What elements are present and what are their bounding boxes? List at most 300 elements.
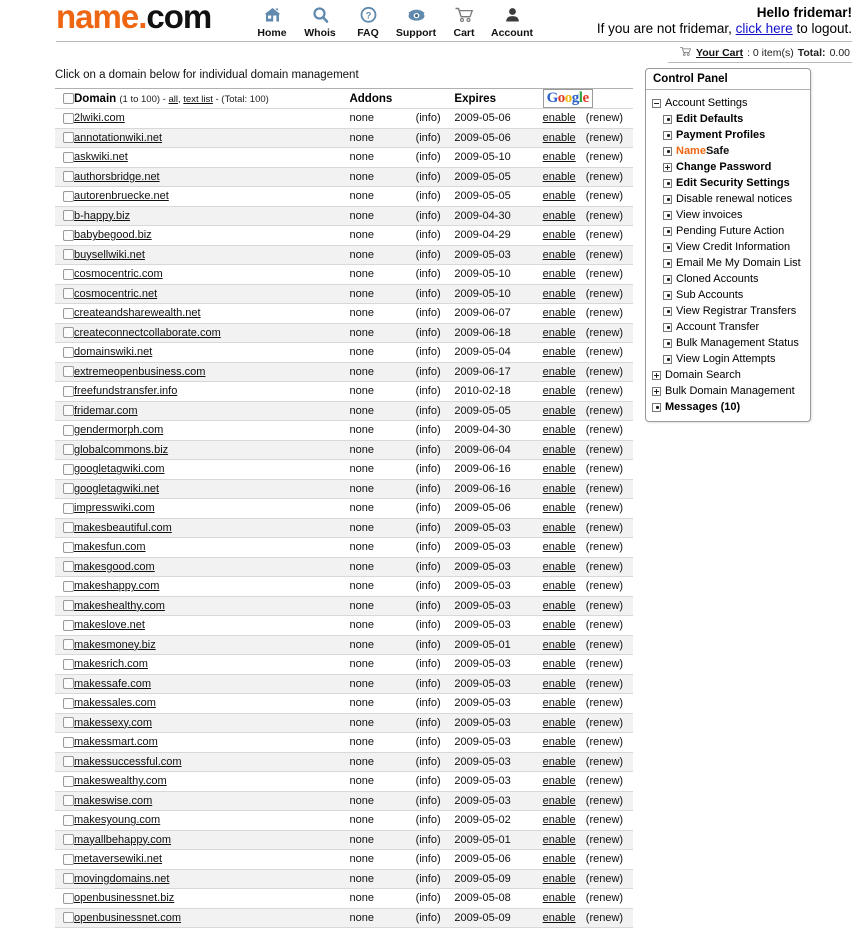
info-link[interactable]: (info)	[416, 362, 455, 382]
domain-link[interactable]: createandsharewealth.net	[74, 307, 201, 320]
info-link[interactable]: (info)	[416, 616, 455, 636]
enable-link[interactable]: enable	[542, 131, 576, 144]
enable-link[interactable]: enable	[542, 482, 576, 495]
renew-link[interactable]: (renew)	[586, 850, 633, 870]
domain-link[interactable]: makesbeautiful.com	[74, 521, 172, 534]
enable-link[interactable]: enable	[542, 755, 576, 768]
domain-link[interactable]: b-happy.biz	[74, 209, 131, 222]
enable-link[interactable]: enable	[542, 268, 576, 281]
enable-link[interactable]: enable	[542, 872, 576, 885]
renew-link[interactable]: (renew)	[586, 362, 633, 382]
domain-link[interactable]: createconnectcollaborate.com	[74, 326, 221, 339]
domain-link[interactable]: annotationwiki.net	[74, 131, 163, 144]
info-link[interactable]: (info)	[416, 869, 455, 889]
row-checkbox[interactable]	[63, 386, 74, 397]
info-link[interactable]: (info)	[416, 343, 455, 363]
enable-link[interactable]: enable	[542, 229, 576, 242]
collapse-icon[interactable]	[652, 99, 661, 108]
row-checkbox[interactable]	[63, 834, 74, 845]
bullet-icon[interactable]	[663, 243, 672, 252]
renew-link[interactable]: (renew)	[586, 265, 633, 285]
table-row	[55, 557, 633, 577]
domain-link[interactable]: openbusinessnet.com	[74, 911, 182, 924]
row-checkbox[interactable]	[63, 854, 74, 865]
row-checkbox[interactable]	[63, 366, 74, 377]
control-panel-item-account-settings[interactable]	[646, 95, 810, 111]
enable-link[interactable]: enable	[542, 911, 576, 924]
renew-link[interactable]: (renew)	[586, 187, 633, 207]
bullet-icon[interactable]	[663, 195, 672, 204]
domain-range-text: (1 to 100) -	[119, 93, 169, 105]
row-checkbox[interactable]	[63, 230, 74, 241]
renew-link[interactable]: (renew)	[586, 401, 633, 421]
domain-link[interactable]: makeshappy.com	[74, 580, 160, 593]
domain-link[interactable]: authorsbridge.net	[74, 170, 160, 183]
info-link[interactable]: (info)	[416, 109, 455, 129]
row-checkbox[interactable]	[63, 503, 74, 514]
row-checkbox[interactable]	[63, 288, 74, 299]
enable-link[interactable]: enable	[542, 775, 576, 788]
renew-link[interactable]: (renew)	[586, 577, 633, 597]
row-checkbox[interactable]	[63, 737, 74, 748]
info-link[interactable]: (info)	[416, 460, 455, 480]
enable-link[interactable]: enable	[542, 112, 576, 125]
info-link[interactable]: (info)	[416, 499, 455, 519]
renew-link[interactable]: (renew)	[586, 694, 633, 714]
renew-link[interactable]: (renew)	[586, 304, 633, 324]
your-cart-link[interactable]: Your Cart	[696, 47, 744, 59]
renew-link[interactable]: (renew)	[586, 557, 633, 577]
enable-link[interactable]: enable	[542, 424, 576, 437]
info-link[interactable]: (info)	[416, 206, 455, 226]
info-link[interactable]: (info)	[416, 148, 455, 168]
control-panel-item-view-registrar-transfers[interactable]	[646, 303, 810, 319]
table-row	[55, 421, 633, 441]
control-panel-item	[646, 399, 810, 415]
domain-link[interactable]: freefundstransfer.info	[74, 385, 178, 398]
renew-link[interactable]: (renew)	[586, 889, 633, 909]
control-panel-item-change-password[interactable]	[646, 159, 810, 175]
domain-link[interactable]: makessales.com	[74, 697, 156, 710]
renew-link[interactable]: (renew)	[586, 226, 633, 246]
row-checkbox[interactable]	[63, 912, 74, 923]
control-panel-item-view-credit-information[interactable]	[646, 239, 810, 255]
renew-link[interactable]: (renew)	[586, 148, 633, 168]
renew-link[interactable]: (renew)	[586, 460, 633, 480]
domain-link[interactable]: openbusinessnet.biz	[74, 892, 175, 905]
control-panel-item-namesafe[interactable]	[646, 143, 810, 159]
row-checkbox[interactable]	[63, 249, 74, 260]
renew-link[interactable]: (renew)	[586, 128, 633, 148]
renew-link[interactable]: (renew)	[586, 284, 633, 304]
enable-link[interactable]: enable	[542, 677, 576, 690]
control-panel-item-sub-accounts[interactable]	[646, 287, 810, 303]
row-checkbox[interactable]	[63, 873, 74, 884]
control-panel-item-disable-renewal-notices[interactable]	[646, 191, 810, 207]
addons-cell: none	[349, 616, 415, 636]
bullet-icon[interactable]	[663, 115, 672, 124]
info-link[interactable]: (info)	[416, 401, 455, 421]
row-checkbox[interactable]	[63, 464, 74, 475]
row-checkbox[interactable]	[63, 581, 74, 592]
domain-cell	[74, 343, 349, 363]
row-checkbox[interactable]	[63, 698, 74, 709]
domains-table-head	[55, 89, 633, 109]
control-panel-item-payment-profiles[interactable]	[646, 127, 810, 143]
info-link[interactable]: (info)	[416, 226, 455, 246]
addons-cell: none	[349, 499, 415, 519]
control-panel-item-edit-security-settings[interactable]	[646, 175, 810, 191]
renew-link[interactable]: (renew)	[586, 499, 633, 519]
bullet-icon[interactable]	[663, 131, 672, 140]
renew-link[interactable]: (renew)	[586, 109, 633, 129]
expires-cell: 2009-05-03	[454, 655, 542, 675]
row-checkbox[interactable]	[63, 542, 74, 553]
bullet-icon[interactable]	[663, 147, 672, 156]
control-panel-item-cloned-accounts[interactable]	[646, 271, 810, 287]
control-panel-item-edit-defaults[interactable]	[646, 111, 810, 127]
renew-link[interactable]: (renew)	[586, 830, 633, 850]
info-link[interactable]: (info)	[416, 694, 455, 714]
domain-link[interactable]: movingdomains.net	[74, 872, 170, 885]
select-all-checkbox[interactable]	[63, 93, 74, 104]
renew-link[interactable]: (renew)	[586, 655, 633, 675]
renew-link[interactable]: (renew)	[586, 343, 633, 363]
enable-link[interactable]: enable	[542, 599, 576, 612]
row-checkbox[interactable]	[63, 717, 74, 728]
domain-link[interactable]: impresswiki.com	[74, 502, 155, 515]
enable-link[interactable]: enable	[542, 190, 576, 203]
row-checkbox[interactable]	[63, 444, 74, 455]
info-link[interactable]: (info)	[416, 245, 455, 265]
info-link[interactable]: (info)	[416, 284, 455, 304]
info-link[interactable]: (info)	[416, 421, 455, 441]
expires-cell: 2009-05-02	[454, 811, 542, 831]
page-header	[0, 0, 860, 59]
info-link[interactable]: (info)	[416, 635, 455, 655]
info-link[interactable]: (info)	[416, 752, 455, 772]
control-panel-item-account-transfer[interactable]	[646, 319, 810, 335]
info-link[interactable]: (info)	[416, 850, 455, 870]
expand-icon[interactable]	[652, 387, 661, 396]
renew-link[interactable]: (renew)	[586, 421, 633, 441]
addons-cell: none	[349, 557, 415, 577]
nav-label-cart: Cart	[453, 27, 475, 39]
row-checkbox[interactable]	[63, 269, 74, 280]
renew-link[interactable]: (renew)	[586, 440, 633, 460]
enable-link[interactable]: enable	[542, 638, 576, 651]
control-panel-item-view-login-attempts[interactable]	[646, 351, 810, 367]
renew-link[interactable]: (renew)	[586, 596, 633, 616]
enable-link[interactable]: enable	[542, 307, 576, 320]
enable-link[interactable]: enable	[542, 580, 576, 593]
domain-link[interactable]: buysellwiki.net	[74, 248, 145, 261]
domain-link[interactable]: makesyoung.com	[74, 814, 161, 827]
control-panel-item-messages-10[interactable]	[646, 399, 810, 415]
info-link[interactable]: (info)	[416, 479, 455, 499]
control-panel-item-bulk-domain-management[interactable]	[646, 383, 810, 399]
control-panel-item-view-invoices[interactable]	[646, 207, 810, 223]
row-select-cell	[55, 674, 74, 694]
row-select-cell	[55, 284, 74, 304]
enable-link[interactable]: enable	[542, 521, 576, 534]
renew-link[interactable]: (renew)	[586, 538, 633, 558]
control-panel-title: Control Panel	[646, 69, 810, 90]
expires-cell: 2009-05-03	[454, 733, 542, 753]
renew-link[interactable]: (renew)	[586, 206, 633, 226]
enable-link[interactable]: enable	[542, 463, 576, 476]
row-checkbox[interactable]	[63, 776, 74, 787]
info-link[interactable]: (info)	[416, 557, 455, 577]
row-select-cell	[55, 772, 74, 792]
site-logo[interactable]	[56, 0, 211, 36]
enable-cell	[543, 284, 586, 304]
enable-link[interactable]: enable	[542, 697, 576, 710]
renew-link[interactable]: (renew)	[586, 908, 633, 928]
domain-link[interactable]: makessexy.com	[74, 716, 153, 729]
enable-link[interactable]: enable	[542, 736, 576, 749]
info-link[interactable]: (info)	[416, 167, 455, 187]
row-checkbox[interactable]	[63, 620, 74, 631]
enable-link[interactable]: enable	[542, 814, 576, 827]
control-panel-item-pending-future-action[interactable]	[646, 223, 810, 239]
control-panel-item-domain-search[interactable]	[646, 367, 810, 383]
info-link[interactable]: (info)	[416, 382, 455, 402]
enable-link[interactable]: enable	[542, 502, 576, 515]
bullet-icon[interactable]	[663, 211, 672, 220]
bullet-icon[interactable]	[663, 355, 672, 364]
domain-link[interactable]: domainswiki.net	[74, 346, 153, 359]
nav-item-whois[interactable]	[296, 4, 344, 39]
info-link[interactable]: (info)	[416, 265, 455, 285]
bullet-icon[interactable]	[663, 291, 672, 300]
row-checkbox[interactable]	[63, 152, 74, 163]
info-link[interactable]: (info)	[416, 577, 455, 597]
nav-item-cart[interactable]	[440, 4, 488, 39]
info-link[interactable]: (info)	[416, 518, 455, 538]
domain-link[interactable]: autorenbruecke.net	[74, 190, 169, 203]
expires-cell: 2009-05-03	[454, 772, 542, 792]
google-logo[interactable]	[543, 89, 593, 108]
control-panel-item	[646, 367, 810, 383]
bullet-icon[interactable]	[663, 339, 672, 348]
domain-link[interactable]: makesrich.com	[74, 658, 148, 671]
domain-cell	[74, 362, 349, 382]
info-link[interactable]: (info)	[416, 187, 455, 207]
renew-link[interactable]: (renew)	[586, 791, 633, 811]
show-all-link[interactable]: all	[168, 93, 178, 105]
bullet-icon[interactable]	[663, 307, 672, 316]
expand-icon[interactable]	[652, 371, 661, 380]
domain-link[interactable]: makessuccessful.com	[74, 755, 182, 768]
enable-link[interactable]: enable	[542, 170, 576, 183]
enable-link[interactable]: enable	[542, 658, 576, 671]
domain-link[interactable]: makeslove.net	[74, 619, 145, 632]
enable-link[interactable]: enable	[542, 619, 576, 632]
domain-link[interactable]: makeswise.com	[74, 794, 153, 807]
renew-link[interactable]: (renew)	[586, 479, 633, 499]
domain-link[interactable]: metaversewiki.net	[74, 853, 163, 866]
enable-link[interactable]: enable	[542, 365, 576, 378]
info-link[interactable]: (info)	[416, 830, 455, 850]
row-checkbox[interactable]	[63, 405, 74, 416]
row-checkbox[interactable]	[63, 678, 74, 689]
bullet-icon[interactable]	[663, 275, 672, 284]
renew-link[interactable]: (renew)	[586, 167, 633, 187]
domain-link[interactable]: 2lwiki.com	[74, 112, 125, 125]
domain-link[interactable]: babybegood.biz	[74, 229, 152, 242]
info-link[interactable]: (info)	[416, 304, 455, 324]
row-checkbox[interactable]	[63, 795, 74, 806]
info-link[interactable]: (info)	[416, 596, 455, 616]
renew-link[interactable]: (renew)	[586, 713, 633, 733]
enable-link[interactable]: enable	[542, 541, 576, 554]
enable-link[interactable]: enable	[542, 326, 576, 339]
expires-cell: 2009-05-05	[454, 167, 542, 187]
bullet-icon[interactable]	[663, 179, 672, 188]
row-checkbox[interactable]	[63, 659, 74, 670]
cp-label-edit-security-settings: Edit Security Settings	[676, 176, 790, 189]
enable-link[interactable]: enable	[542, 560, 576, 573]
renew-link[interactable]: (renew)	[586, 733, 633, 753]
nav-item-home[interactable]	[248, 4, 296, 39]
row-checkbox[interactable]	[63, 191, 74, 202]
renew-link[interactable]: (renew)	[586, 245, 633, 265]
info-link[interactable]: (info)	[416, 908, 455, 928]
domain-link[interactable]: googletagwiki.net	[74, 482, 160, 495]
nav-item-support[interactable]	[392, 4, 440, 39]
info-link[interactable]: (info)	[416, 674, 455, 694]
row-checkbox[interactable]	[63, 756, 74, 767]
row-checkbox[interactable]	[63, 483, 74, 494]
enable-link[interactable]: enable	[542, 892, 576, 905]
domain-link[interactable]: makeshealthy.com	[74, 599, 165, 612]
row-checkbox[interactable]	[63, 893, 74, 904]
renew-link[interactable]: (renew)	[586, 752, 633, 772]
renew-link[interactable]: (renew)	[586, 382, 633, 402]
control-panel-item	[646, 271, 810, 287]
table-row	[55, 889, 633, 909]
enable-link[interactable]: enable	[542, 287, 576, 300]
renew-link[interactable]: (renew)	[586, 869, 633, 889]
renew-link[interactable]: (renew)	[586, 616, 633, 636]
renew-link[interactable]: (renew)	[586, 811, 633, 831]
row-checkbox[interactable]	[63, 347, 74, 358]
info-link[interactable]: (info)	[416, 733, 455, 753]
bullet-icon[interactable]	[663, 227, 672, 236]
info-link[interactable]: (info)	[416, 889, 455, 909]
row-select-cell	[55, 304, 74, 324]
domain-link[interactable]: googletagwiki.com	[74, 463, 165, 476]
enable-link[interactable]: enable	[542, 443, 576, 456]
row-checkbox[interactable]	[63, 210, 74, 221]
control-panel-item-bulk-management-status[interactable]	[646, 335, 810, 351]
domain-link[interactable]: gendermorph.com	[74, 424, 164, 437]
info-link[interactable]: (info)	[416, 772, 455, 792]
info-link[interactable]: (info)	[416, 538, 455, 558]
renew-link[interactable]: (renew)	[586, 635, 633, 655]
domain-cell	[74, 440, 349, 460]
domain-link[interactable]: cosmocentric.net	[74, 287, 158, 300]
nav-item-account[interactable]	[488, 4, 536, 39]
renew-link[interactable]: (renew)	[586, 323, 633, 343]
bullet-icon[interactable]	[663, 323, 672, 332]
row-checkbox[interactable]	[63, 327, 74, 338]
enable-link[interactable]: enable	[542, 716, 576, 729]
enable-cell	[543, 869, 586, 889]
info-link[interactable]: (info)	[416, 713, 455, 733]
domain-link[interactable]: globalcommons.biz	[74, 443, 169, 456]
control-panel-list	[646, 90, 810, 421]
addons-cell: none	[349, 733, 415, 753]
renew-link[interactable]: (renew)	[586, 674, 633, 694]
enable-link[interactable]: enable	[542, 151, 576, 164]
control-panel-item	[646, 207, 810, 223]
expand-icon[interactable]	[663, 163, 672, 172]
bullet-icon[interactable]	[663, 259, 672, 268]
domain-link[interactable]: fridemar.com	[74, 404, 138, 417]
enable-link[interactable]: enable	[542, 209, 576, 222]
row-checkbox[interactable]	[63, 600, 74, 611]
domain-link[interactable]: makeswealthy.com	[74, 775, 167, 788]
domain-link[interactable]: makesgood.com	[74, 560, 155, 573]
renew-link[interactable]: (renew)	[586, 518, 633, 538]
row-checkbox[interactable]	[63, 113, 74, 124]
enable-link[interactable]: enable	[542, 794, 576, 807]
info-link[interactable]: (info)	[416, 440, 455, 460]
row-checkbox[interactable]	[63, 308, 74, 319]
row-checkbox[interactable]	[63, 815, 74, 826]
domain-link[interactable]: extremeopenbusiness.com	[74, 365, 206, 378]
domain-link[interactable]: cosmocentric.com	[74, 268, 163, 281]
row-checkbox[interactable]	[63, 561, 74, 572]
row-select-cell	[55, 850, 74, 870]
text-list-link[interactable]: text list	[183, 93, 213, 105]
info-link[interactable]: (info)	[416, 791, 455, 811]
domain-cell	[74, 460, 349, 480]
domain-link[interactable]: makessafe.com	[74, 677, 152, 690]
info-link[interactable]: (info)	[416, 128, 455, 148]
row-checkbox[interactable]	[63, 522, 74, 533]
info-link[interactable]: (info)	[416, 323, 455, 343]
table-row	[55, 440, 633, 460]
nav-item-faq[interactable]	[344, 4, 392, 39]
domain-link[interactable]: makesmoney.biz	[74, 638, 156, 651]
row-checkbox[interactable]	[63, 639, 74, 650]
info-link[interactable]: (info)	[416, 811, 455, 831]
logout-link[interactable]: click here	[735, 21, 793, 36]
domain-link[interactable]: mayallbehappy.com	[74, 833, 172, 846]
row-checkbox[interactable]	[63, 132, 74, 143]
addons-cell: none	[349, 226, 415, 246]
row-checkbox[interactable]	[63, 425, 74, 436]
domain-link[interactable]: makesfun.com	[74, 541, 146, 554]
enable-link[interactable]: enable	[542, 385, 576, 398]
enable-link[interactable]: enable	[542, 833, 576, 846]
renew-link[interactable]: (renew)	[586, 772, 633, 792]
bullet-icon[interactable]	[652, 403, 661, 412]
enable-link[interactable]: enable	[542, 346, 576, 359]
enable-link[interactable]: enable	[542, 404, 576, 417]
row-select-cell	[55, 206, 74, 226]
enable-link[interactable]: enable	[542, 853, 576, 866]
info-link[interactable]: (info)	[416, 655, 455, 675]
control-panel-item-email-me-my-domain-list[interactable]	[646, 255, 810, 271]
enable-link[interactable]: enable	[542, 248, 576, 261]
row-checkbox[interactable]	[63, 171, 74, 182]
domain-link[interactable]: makessmart.com	[74, 736, 158, 749]
domain-link[interactable]: askwiki.net	[74, 151, 128, 164]
